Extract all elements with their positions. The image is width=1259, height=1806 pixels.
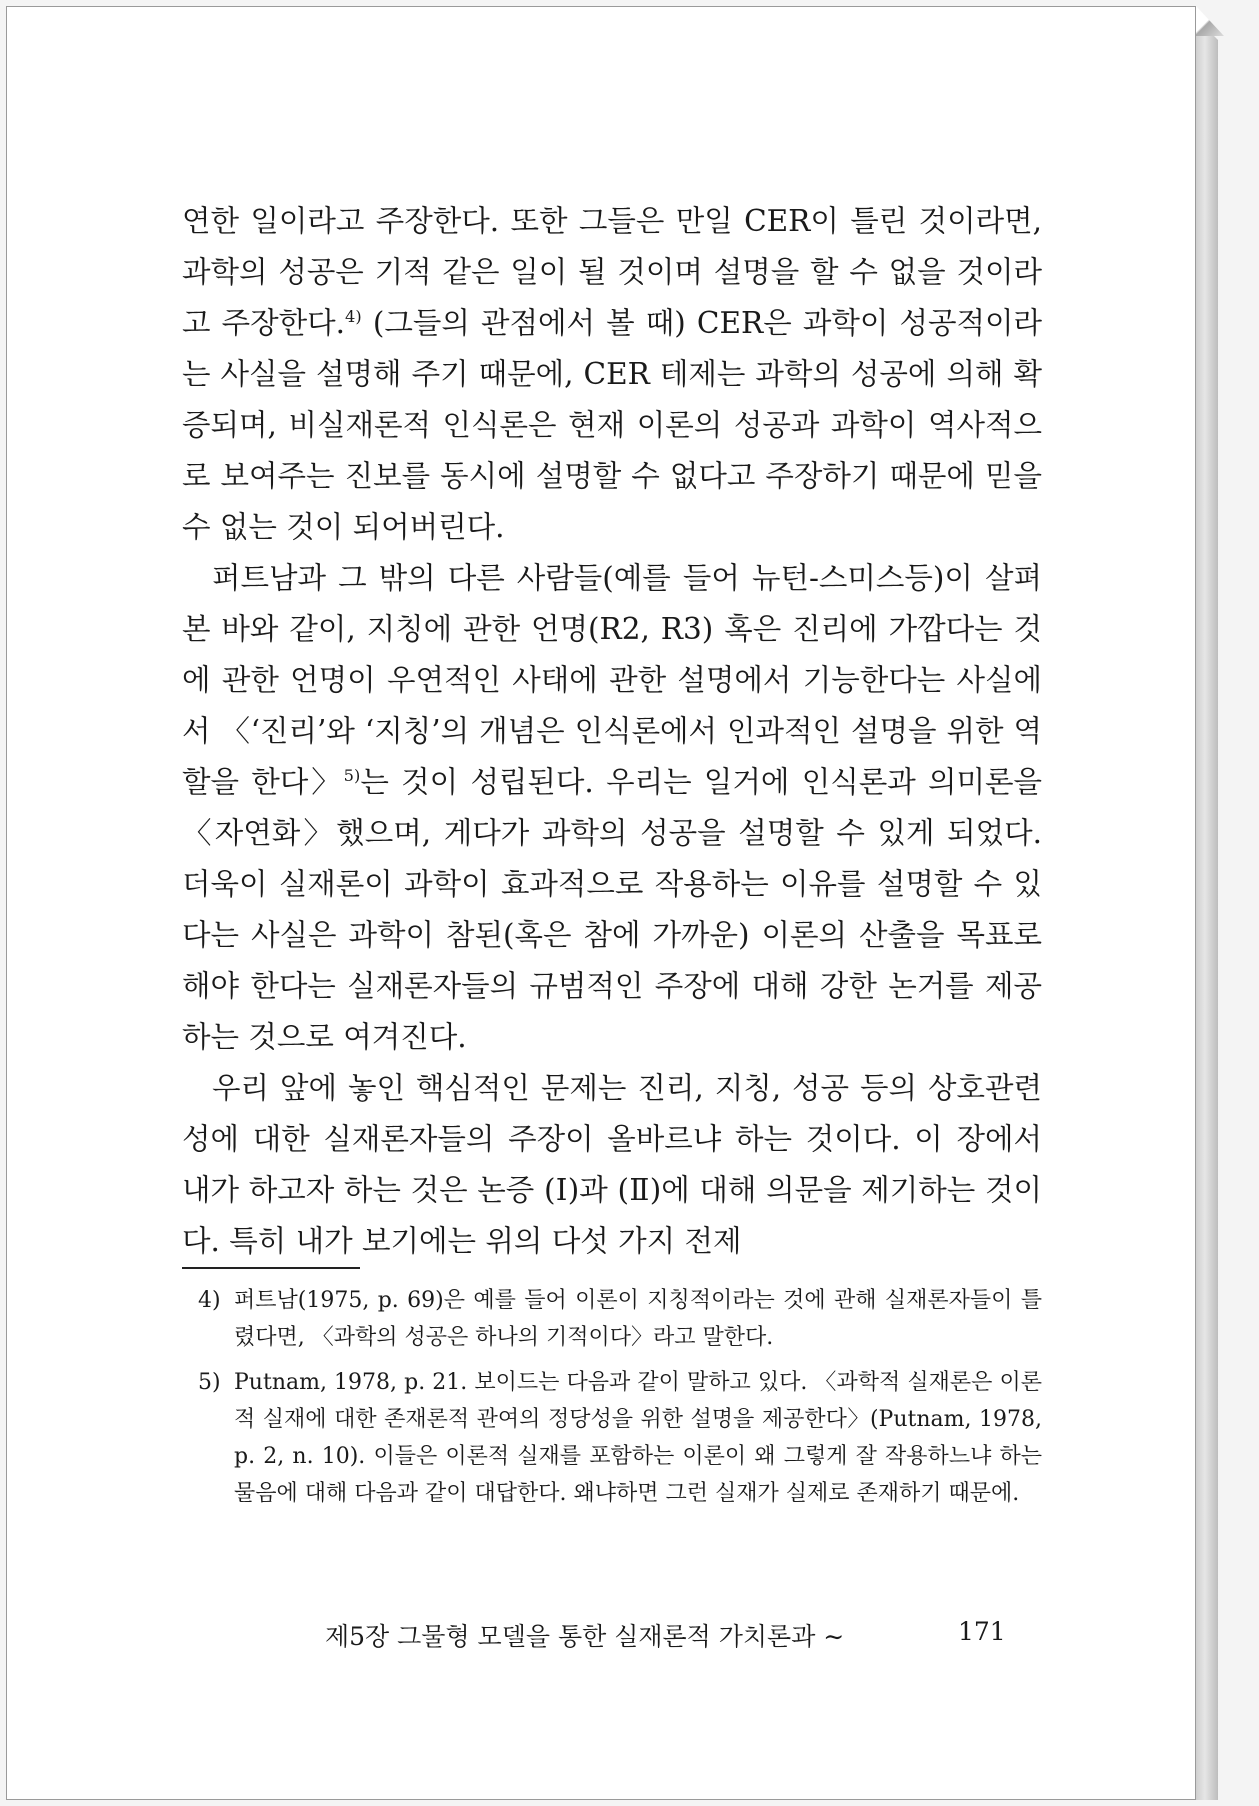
- footnote-5: [198, 1364, 1042, 1512]
- footnotes: [198, 1282, 1042, 1520]
- page-number: 171: [958, 1617, 1006, 1646]
- paragraph-2: [182, 553, 1042, 1063]
- paragraph-1-text: 연한 일이라고 주장한다. 또한 그들은 만일 CER이 틀린 것이라면, 과학의 성공은 기적 같은 일이 될 것이며 설명을 할 수 없을 것이라고 주장한다.: [182, 204, 1042, 340]
- paragraph-2-text: 퍼트남과 그 밖의 다른 사람들(예를 들어 뉴턴-스미스등)이 살펴본 바와 같이, 지칭에 관한 언명(R2, R3) 혹은 진리에 가깝다는 것에 관한 언명이 우연적인 사태에 관한 설명에서 기능한다는 사실에서 〈‘진리’와 ‘지칭’의 개념은 인식론에서 인과적인 설명을 위한 역할을 한다〉: [182, 561, 1042, 799]
- footnote-ref-5[interactable]: 5): [343, 766, 361, 786]
- paragraph-1: [182, 196, 1042, 553]
- footnote-divider: [182, 1267, 360, 1269]
- paragraph-1-continued: (그들의 관점에서 볼 때) CER은 과학이 성공적이라는 사실을 설명해 주기 때문에, CER 테제는 과학의 성공에 의해 확증되며, 비실재론적 인식론은 현재 이론의 성공과 과학이 역사적으로 보여주는 진보를 동시에 설명할 수 없다고 주장하기 때문에 믿을 수 없는 것이 되어버린다.: [182, 306, 1042, 544]
- paragraph-3: 우리 앞에 놓인 핵심적인 문제는 진리, 지칭, 성공 등의 상호관련성에 대한 실재론자들의 주장이 올바르냐 하는 것이다. 이 장에서 내가 하고자 하는 것은 논증 (Ⅰ)과 (Ⅱ)에 대해 의문을 제기하는 것이다. 특히 내가 보기에는 위의 다섯 가지 전제: [182, 1071, 1042, 1258]
- page-edge-shadow: [1196, 18, 1218, 1800]
- running-footer-title: 제5장 그물형 모델을 통한 실재론적 가치론과 ∼: [325, 1622, 845, 1651]
- footnote-ref-4[interactable]: 4): [345, 307, 362, 327]
- footnote-number: 5): [198, 1370, 221, 1395]
- body-text: [182, 196, 1042, 1267]
- footnote-text: 퍼트남(1975, p. 69)은 예를 들어 이론이 지칭적이라는 것에 관해 실재론자들이 틀렸다면, 〈과학의 성공은 하나의 기적이다〉라고 말한다.: [234, 1288, 1042, 1350]
- footnote-text: Putnam, 1978, p. 21. 보이드는 다음과 같이 말하고 있다. 〈과학적 실재론은 이론적 실재에 대한 존재론적 관여의 정당성을 위한 설명을 제공한다〉(Putnam, 1978, p. 2, n. 10). 이들은 이론적 실재를 포함하는 이론이 왜 그렇게 잘 작용하느냐 하는 물음에 대해 다음과 같이 대답한다. 왜냐하면 그런 실재가 실제로 존재하기 때문에.: [234, 1370, 1042, 1506]
- footnote-4: [198, 1282, 1042, 1356]
- page-corner-fold: [1196, 6, 1224, 36]
- footnote-number: 4): [198, 1288, 221, 1313]
- paragraph-2-continued: 는 것이 성립된다. 우리는 일거에 인식론과 의미론을 〈자연화〉했으며, 게다가 과학의 성공을 설명할 수 있게 되었다. 더욱이 실재론이 과학이 효과적으로 작용하는 이유를 설명할 수 있다는 사실은 과학이 참된(혹은 참에 가까운) 이론의 산출을 목표로 해야 한다는 실재론자들의 규범적인 주장에 대해 강한 논거를 제공하는 것으로 여겨진다.: [182, 765, 1042, 1054]
